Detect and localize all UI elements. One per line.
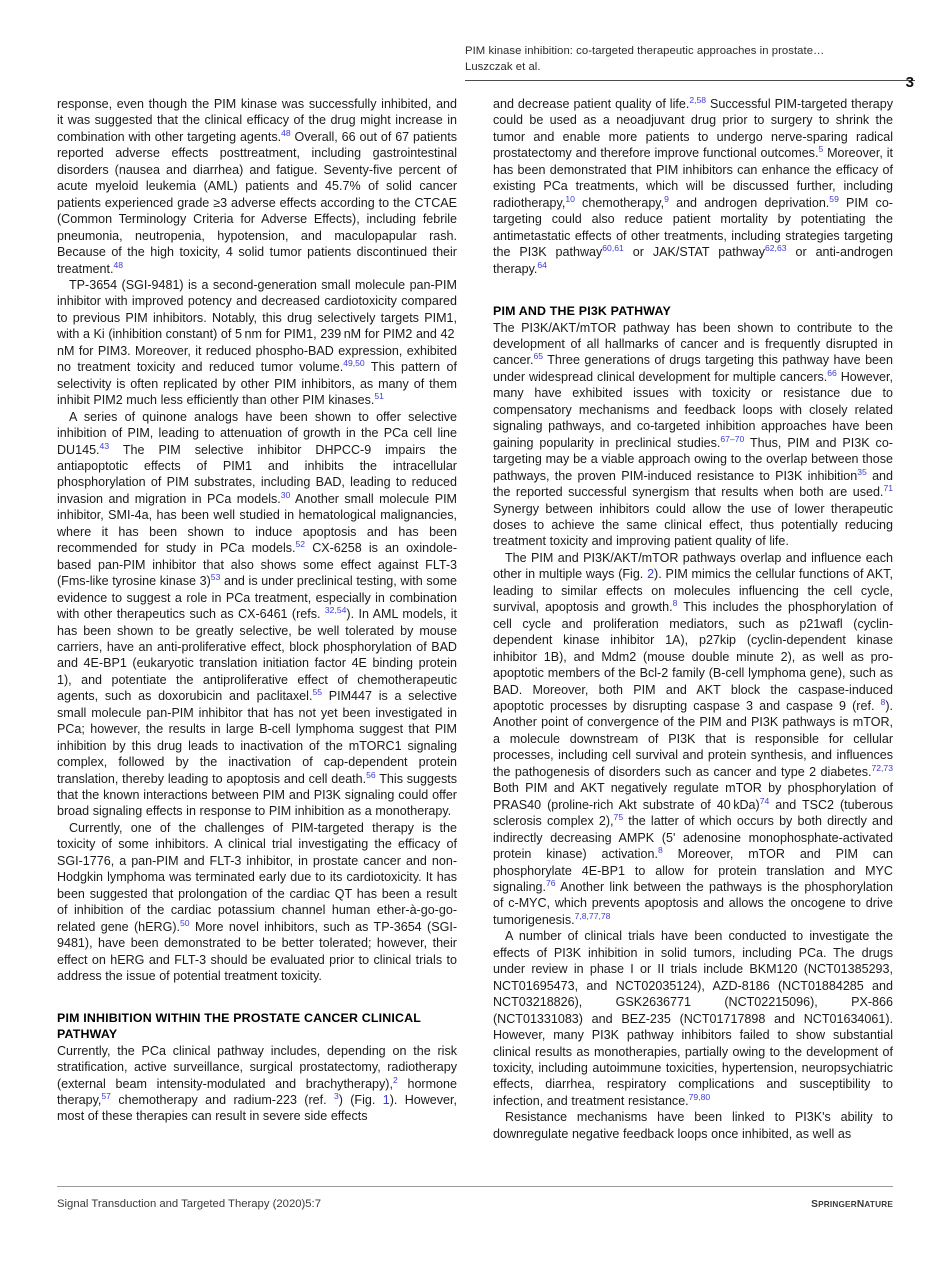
text-run: More novel inhibitors, such as TP-3654 (SGI-9481), have been demonstrated to be better tolerated; however, their effect on hERG and FLT-3 should be evaluated prior to clinical trials to address the issue of potential treatment toxicity.	[57, 919, 457, 984]
text-run: TP-3654 (SGI-9481) is a second-generation small molecule pan-PIM inhibitor with improved potency and decreased cardiotoxicity compared to previous PIM inhibitors. Notably, this drug selectively targets PIM1, with a Ki (inhibition constant) of 5 nm for PIM1, 239 nM for PIM2 and 42 nM for PIM3. Moreover, it reduced phospho-BAD expression, exhibited no treatment toxicity and reduced tumor volume.	[57, 277, 457, 375]
footer-divider	[57, 1186, 893, 1187]
publisher-ature: ATURE	[864, 1200, 893, 1209]
reference-marker[interactable]: 59	[829, 193, 839, 204]
text-run: This includes the phosphorylation of cell cycle and proliferation mediators, such as p21wafl (cyclin-dependent kinase inhibitor 1A), p27kip (cyclin-dependent kinase inhibitor 1B), and Mdm2 (mouse double minute 2), as well as pro-apoptotic members of the Bcl-2 family (B-cell lymphoma gene), such as BAD. Moreover, both PIM and AKT block the caspase-induced apoptotic processes by disrupting caspase 3 and caspase 9 (ref.	[493, 600, 894, 713]
reference-marker[interactable]: 65	[533, 351, 544, 362]
text-run: CX-6258 is an oxindole-based pan-PIM inhibitor that also shows some effect against FLT-3 (Fms-like tyrosine kinase 3)	[57, 541, 457, 589]
text-run: Successful PIM-targeted therapy could be used as a neoadjuvant drug prior to surgery to shrink the tumor and enable more patients to undergo nerve-sparing radical prostatectomy and therefore improve functional outcomes.	[493, 97, 893, 161]
reference-marker[interactable]: 3	[333, 1090, 339, 1101]
paragraph-right-3	[493, 550, 893, 928]
reference-marker[interactable]: 50	[180, 917, 190, 928]
reference-marker[interactable]: 48	[113, 259, 124, 270]
reference-marker[interactable]: 35	[857, 466, 867, 477]
text-run: and the reported successful synergism that results when both are used.	[493, 468, 893, 500]
text-run: This suggests that the known interactions between PIM and PI3K signaling could offer broad signaling effects in response to PIM inhibition as a monotherapy.	[57, 771, 457, 819]
text-run: or JAK/STAT pathway	[623, 245, 765, 260]
text-run: The PIM selective inhibitor DHPCC-9 impairs the antiapoptotic effects of PIM1 and inhibits the intracellular phosphorylation of PIM substrates, including BAD, leading to reduced invasion and migration in PCa models.	[57, 442, 457, 506]
publisher-pringer: PRINGER	[818, 1200, 857, 1209]
paragraph-left-3	[57, 409, 457, 820]
reference-marker[interactable]: 76	[546, 877, 556, 888]
reference-marker[interactable]: 7,8,77,78	[574, 910, 611, 921]
running-head-authors: Luszczak et al.	[465, 60, 541, 73]
text-run: the latter of which occurs by both directly and indirectly decreasing AMPK (5' adenosine monophosphate-activated protein kinase) activation.	[493, 814, 893, 862]
paragraph-right-1	[493, 96, 893, 277]
text-run: or anti-androgen therapy.	[493, 245, 893, 276]
paragraph-right-2	[493, 320, 893, 550]
reference-marker[interactable]: 43	[99, 440, 110, 451]
reference-marker[interactable]: 49,50	[343, 358, 365, 369]
text-run: Another link between the pathways is the phosphorylation of c-MYC, which prevents apoptosis and allows the oncogene to drive tumorigenesis.	[493, 879, 893, 927]
reference-marker[interactable]: 64	[537, 259, 547, 270]
left-column	[57, 96, 457, 1142]
reference-marker[interactable]: 53	[210, 571, 221, 582]
reference-marker[interactable]: 75	[613, 812, 624, 822]
text-run: and is under preclinical testing, with some evidence to suggest a role in PCa treatment, especially in combination with other therapeutics such as CX-6461 (refs.	[57, 574, 458, 622]
publisher-logo	[811, 1199, 893, 1210]
right-column	[493, 96, 893, 1142]
text-run: However, many have exhibited issues with toxicity or resistance due to compensatory mechanisms and feedback loops with closely related signaling pathways, and co-targeted inhibition approaches have been gaining popularity in preclinical studies.	[493, 369, 893, 450]
reference-marker[interactable]: 9	[664, 193, 669, 204]
paragraph-left-5	[57, 1043, 457, 1125]
header-divider	[465, 80, 915, 81]
running-head-title: PIM kinase inhibition: co-targeted therapeutic approaches in prostate…	[465, 45, 825, 57]
reference-marker[interactable]: 32,54	[324, 604, 347, 615]
reference-marker[interactable]: 8	[672, 598, 678, 609]
paragraph-left-2	[57, 277, 457, 409]
text-run: ). Another point of convergence of the PIM and PI3K pathways is mTOR, a molecule downstream of PI3K that is responsible for cellular processes, including cell survival and protein synthesis, and influences the pathogenesis of disorders such as cancer and type 2 diabetes.	[493, 699, 893, 779]
reference-marker[interactable]: 8	[658, 844, 663, 855]
text-run: Thus, PIM and PI3K co-targeting may be a viable approach owing to the overlap between those pathways, the proven PIM-induced resistance to PI3K inhibition	[493, 435, 893, 483]
reference-marker[interactable]: 62,63	[765, 242, 787, 253]
page-footer	[57, 1198, 893, 1210]
reference-marker[interactable]: 5	[818, 144, 824, 155]
text-run: hormone therapy,	[57, 1076, 457, 1108]
text-run: Moreover, it has been demonstrated that PIM inhibitors can enhance the efficacy of existing PCa treatments, which will be discussed further, including radiotherapy,	[493, 146, 893, 210]
text-run: A number of clinical trials have been conducted to investigate the effects of PI3K inhibition in solid tumors, including PCa. The drugs under review in phase I or II trials include BKM120 (NCT01385293, NCT01695473, and NCT02035124), AZD-8186 (NCT01884285 and NCT03218826), GSK2636771 (NCT02215096), PX-866 (NCT01331083) and BEZ-235 (NCT01717898 and NCT01634061). However, many PI3K pathway inhibitors failed to show substantial clinical results as monotherapies, partially owing to the development of toxicity, including autoimmune toxicities, hypertension, neuropsychiatric effects, diarrhea, respiratory complications and susceptibility to infection, and treatment resistance.	[493, 929, 893, 1108]
reference-marker[interactable]: 10	[565, 193, 575, 204]
text-run: Another small molecule PIM inhibitor, SMI-4a, has been well studied in hematological malignancies, where it has been shown to induce apoptosis and has been recommended for study in PCa models.	[57, 491, 458, 556]
text-run: response, even though the PIM kinase was successfully inhibited, and it was suggested that the clinical efficacy of the drug might increase in combination with other targeting agents.	[57, 97, 457, 144]
text-run: The PIM and PI3K/AKT/mTOR pathways overlap and influence each other in multiple ways (Fig.	[493, 550, 893, 582]
text-run: Overall, 66 out of 67 patients reported adverse effects posttreatment, including gastrointestinal disorders (nausea and diarrhea) and fatigue. Seventy-five percent of acute myeloid leukemia (AML) patients and 45.7% of solid cancer patients experienced grade ≥3 adverse effects according to the CTCAE (Common Terminology Criteria for Adverse Effects), including febrile pneumonia, neutropenia, hypotension, and maculopapular rash. Because of the high toxicity, 4 solid tumor patients discontinued their treatment.	[57, 129, 457, 276]
body-columns	[57, 96, 893, 1142]
section-heading-pim-pi3k: PIM AND THE PI3K PATHWAY	[493, 303, 671, 318]
text-run: ). In AML models, it has been shown to be greatly selective, be well tolerated by mouse carriers, have an anti-proliferative effect, block phosphorylation of BAD and 4E-BP1 (eukaryotic translation initiation factor 4E binding protein 1), and potentiate the antiproliferative effect of chemotherapeutic agents, such as doxorubicin and paclitaxel.	[57, 607, 457, 704]
reference-marker[interactable]: 72,73	[871, 762, 893, 773]
text-run: PIM co-targeting could also reduce patient mortality by potentiating the antimetastatic effects of other treatments, including strategies targeting the PI3K pathway	[493, 195, 893, 260]
text-run: Currently, the PCa clinical pathway includes, depending on the risk stratification, active surveillance, surgical prostatectomy, radiotherapy (external beam intensity-modulated and brachytherapy),	[57, 1043, 457, 1091]
figure-link-1[interactable]: 1	[382, 1093, 390, 1108]
reference-marker[interactable]: 48	[281, 127, 291, 138]
journal-citation: Signal Transduction and Targeted Therapy (2020)5:7	[57, 1198, 321, 1210]
text-run: chemotherapy and radium-223 (ref.	[110, 1093, 334, 1108]
publisher-n: N	[856, 1199, 865, 1210]
reference-marker[interactable]: 60,61	[602, 242, 624, 253]
reference-marker[interactable]: 52	[295, 539, 306, 550]
reference-marker[interactable]: 30	[280, 489, 291, 500]
spacer	[493, 277, 893, 304]
reference-marker[interactable]: 79,80	[688, 1091, 711, 1102]
text-run: Both PIM and AKT negatively regulate mTOR by phosphorylation of PRAS40 (proline-rich Akt substrate of 40 kDa)	[493, 781, 893, 812]
text-run: chemotherapy,	[574, 195, 665, 210]
text-run: PIM447 is a selective small molecule pan-PIM inhibitor that has not yet been investigated in PCa; however, the results in large B-cell lymphoma suggest that PIM inhibition by this drug leads to inactivation of the mTORC1 signaling complex, followed by the inactivation of cap-dependent protein translation, thereby leading to apoptosis and cell death.	[57, 689, 457, 786]
reference-marker[interactable]: 57	[101, 1090, 111, 1101]
reference-marker[interactable]: 74	[759, 795, 770, 806]
reference-marker[interactable]: 51	[374, 390, 384, 401]
text-run: A series of quinone analogs have been shown to offer selective inhibition of PIM, leading to attenuation of growth in the PCa cell line DU145.	[57, 409, 457, 457]
text-run: ). However, most of these therapies can result in severe side effects	[57, 1093, 458, 1124]
text-run: Moreover, mTOR and PIM can phosphorylate 4E-BP1 to allow for protein translation and MYC signaling.	[493, 847, 893, 894]
running-head	[465, 44, 915, 75]
reference-marker[interactable]: 71	[883, 482, 893, 493]
page-number: 3	[905, 74, 914, 91]
paragraph-right-4	[493, 928, 893, 1109]
text-run: Currently, one of the challenges of PIM-targeted therapy is the toxicity of some inhibitors. A clinical trial investigating the efficacy of SGI-1776, a pan-PIM and FLT-3 inhibitor, in prostate cancer and non-Hodgkin lymphoma was terminated early due to its cardiotoxicity. It has been suggested that prolongation of the cardiac QT has been a result of inhibition of the cardiac potassium channel human ether-à-go-go-related gene (hERG).	[57, 820, 457, 934]
paragraph-left-1	[57, 96, 457, 277]
text-run: ). PIM mimics the cellular functions of AKT, leading to similar effects on molecules influencing the cell cycle, survival, apoptosis and growth.	[493, 567, 894, 615]
reference-marker[interactable]: 55	[312, 687, 322, 698]
text-run: Synergy between inhibitors could allow the use of lower therapeutic doses to achieve the same clinical effect, thus potentially reducing treatment toxicity and improving patient quality of life.	[493, 501, 893, 549]
section-heading-pim-inhibition: PIM INHIBITION WITHIN THE PROSTATE CANCER CLINICAL PATHWAY	[57, 1011, 421, 1042]
text-run: The PI3K/AKT/mTOR pathway has been shown to contribute to the development of all hallmarks of cancer and is frequently disrupted in cancer.	[493, 320, 893, 368]
publisher-s: S	[811, 1199, 819, 1210]
reference-marker[interactable]: 56	[366, 769, 376, 780]
reference-marker[interactable]: 2,58	[689, 94, 707, 105]
paragraph-right-5	[493, 1109, 893, 1142]
text-run: and decrease patient quality of life.	[493, 97, 690, 111]
reference-marker[interactable]: 2	[392, 1074, 398, 1085]
spacer	[57, 984, 457, 1011]
reference-marker[interactable]: 67–70	[720, 433, 745, 444]
text-run: and TSC2 (tuberous sclerosis complex 2),	[493, 797, 893, 829]
paragraph-left-4	[57, 820, 457, 985]
text-run: and androgen deprivation.	[668, 195, 830, 210]
text-run: Resistance mechanisms have been linked to PI3K's ability to downregulate negative feedback loops once inhibited, as well as	[493, 1110, 893, 1141]
text-run: This pattern of selectivity is often replicated by other PIM inhibitors, as many of them inhibit PIM2 much less efficiently than other PIM kinases.	[57, 360, 458, 408]
reference-marker[interactable]: 66	[827, 367, 837, 378]
reference-marker[interactable]: 8	[880, 696, 886, 707]
text-run: Three generations of drugs targeting this pathway have been under widespread clinical development for multiple cancers.	[493, 353, 893, 384]
figure-link-2[interactable]: 2	[647, 567, 655, 582]
text-run: ) (Fig.	[338, 1093, 383, 1108]
